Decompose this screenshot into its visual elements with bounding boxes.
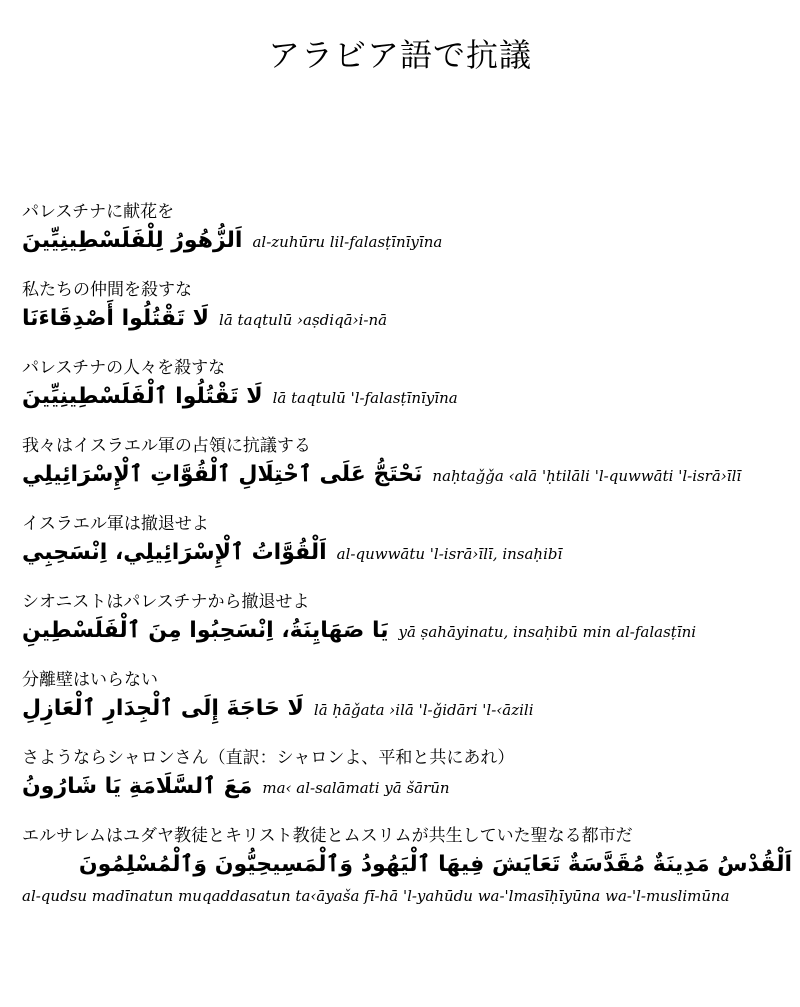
transliteration: naḥtaǧǧa ‹alā 'ḥtilāli 'l-quwwāti 'l-isrā›īlī	[432, 467, 742, 485]
arabic-text: يَا صَهَايِنَةُ، اِنْسَحِبُوا مِنَ ٱلْفَلَسْطِينِ	[22, 618, 389, 643]
arabic-line	[22, 694, 792, 724]
phrase-entry	[22, 824, 792, 908]
arabic-text: لَا تَقْتُلُوا ٱلْفَلَسْطِينِيِّينَ	[22, 384, 263, 409]
arabic-text: مَعَ ٱلسَّلَامَةِ يَا شَارُونُ	[22, 774, 253, 799]
transliteration: lā taqtulū 'l-falasṭīnīyīna	[272, 389, 458, 407]
japanese-text: パレスチナに献花を	[22, 202, 175, 222]
phrase-entry	[22, 356, 792, 412]
transliteration: lā taqtulū ›aṣdiqā›i-nā	[219, 311, 388, 329]
arabic-line	[22, 460, 792, 490]
transliteration: yā ṣahāyinatu, insaḥibū min al-falasṭīni	[398, 623, 697, 641]
japanese-text: 我々はイスラエル軍の占領に抗議する	[22, 436, 311, 456]
phrase-entry	[22, 668, 792, 724]
phrase-entry	[22, 200, 792, 256]
arabic-text: لَا حَاجَةَ إِلَى ٱلْجِدَارِ ٱلْعَازِلِ	[22, 696, 304, 721]
japanese-text: 私たちの仲間を殺すな	[22, 280, 192, 300]
transliteration: al-qudsu madīnatun muqaddasatun ta‹āyaša fī-hā 'l-yahūdu wa-'lmasīḥīyūna wa-'l-muslimūna	[22, 887, 730, 905]
page-title: アラビア語で抗議	[267, 36, 532, 74]
arabic-text: لَا تَقْتُلُوا أَصْدِقَاءَنَا	[22, 306, 210, 331]
phrase-entry	[22, 278, 792, 334]
arabic-line	[22, 850, 792, 908]
japanese-text: パレスチナの人々を殺すな	[22, 358, 226, 378]
phrase-entry	[22, 590, 792, 646]
arabic-line	[22, 304, 792, 334]
japanese-text: 分離壁はいらない	[22, 670, 158, 690]
japanese-text: シオニストはパレスチナから撤退せよ	[22, 592, 310, 612]
arabic-line	[22, 616, 792, 646]
japanese-text: エルサレムはユダヤ教徒とキリスト教徒とムスリムが共生していた聖なる都市だ	[22, 826, 633, 846]
phrase-entry	[22, 434, 792, 490]
arabic-line	[22, 226, 792, 256]
phrase-entry	[22, 746, 792, 802]
arabic-text: اَلْقُدْسُ مَدِينَةٌ مُقَدَّسَةٌ تَعَايَشَ فِيهَا ٱلْيَهُودُ وَٱلْمَسِيحِيُّونَ وَٱلْمُسْلِمُونَ	[78, 852, 792, 877]
transliteration: al-quwwātu 'l-isrā›īlī, insaḥibī	[336, 545, 563, 563]
transliteration: ma‹ al-salāmati yā šārūn	[262, 779, 450, 797]
transliteration: al-zuhūru lil-falasṭīnīyīna	[252, 233, 443, 251]
transliteration: lā ḥāǧata ›ilā 'l-ǧidāri 'l-‹āzili	[313, 701, 534, 719]
arabic-line	[22, 772, 792, 802]
phrase-entry	[22, 512, 792, 568]
arabic-line	[22, 538, 792, 568]
japanese-text: さようならシャロンさん（直訳：シャロンよ、平和と共にあれ）	[22, 748, 515, 768]
arabic-line	[22, 382, 792, 412]
arabic-text: نَحْتَجُّ عَلَى ٱحْتِلَالِ ٱلْقُوَّاتِ ٱلْإِسْرَائِيلِي	[22, 462, 423, 487]
phrase-list	[22, 200, 792, 930]
arabic-text: اَلْقُوَّاتُ ٱلْإِسْرَائِيلِي، اِنْسَحِبِي	[22, 540, 327, 565]
arabic-text: اَلزُّهُورُ لِلْفَلَسْطِينِيِّينَ	[22, 228, 243, 253]
japanese-text: イスラエル軍は撤退せよ	[22, 514, 209, 534]
